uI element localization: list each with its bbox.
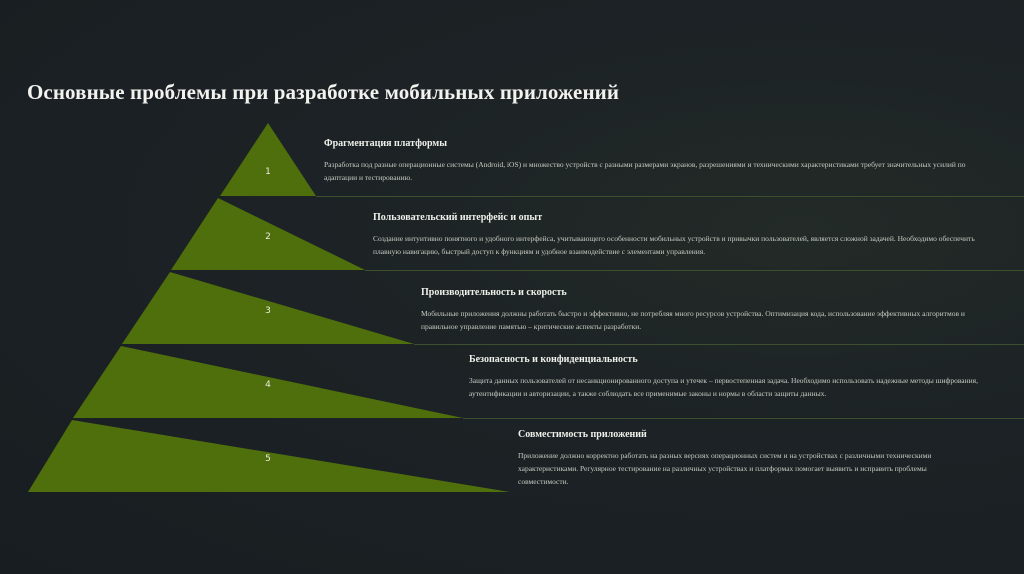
divider-2 [365, 270, 1024, 271]
divider-3 [414, 344, 1024, 345]
divider-1 [316, 196, 1024, 197]
tier-number-4: 4 [265, 380, 271, 390]
level-item-5 [518, 429, 973, 488]
divider-4 [463, 418, 1024, 419]
level-title: Совместимость приложений [518, 429, 647, 440]
level-item-2 [373, 212, 983, 258]
level-description: Создание интуитивно понятного и удобного интерфейса, учитывающего особенности мобильных устройств и привычки пользователей, является сложной задачей. Необходимо обеспечить плавную навигацию, быстрый доступ к функциям и удобное взаимодействие с элементами управления. [373, 234, 975, 256]
level-description: Разработка под разные операционные системы (Android, iOS) и множество устройств с разными размерами экранов, разрешениями и техническими характеристиками требует значительных усилий по адаптации и тестированию. [324, 160, 966, 182]
tier-number-5: 5 [265, 454, 271, 464]
level-title: Фрагментация платформы [324, 138, 448, 149]
level-description: Защита данных пользователей от несанкционированного доступа и утечек – первостепенная задача. Необходимо использовать надежные методы шифрования, аутентификации и авторизации, а также соблюдать все применимые законы и нормы в области защиты данных. [469, 376, 978, 398]
level-title: Производительность и скорость [421, 287, 567, 298]
tier-number-1: 1 [265, 167, 271, 177]
level-title: Безопасность и конфиденциальность [469, 354, 638, 365]
slide-title: Основные проблемы при разработке мобильных приложений [27, 80, 620, 104]
tier-number-2: 2 [265, 232, 271, 242]
level-description: Приложение должно корректно работать на разных версиях операционных систем и на устройствах с различными техническими характеристиками. Регулярное тестирование на различных устройствах и платформах помогает выявить и исправить проблемы совместимости. [518, 451, 932, 486]
pyramid-tier-1 [220, 123, 316, 196]
level-item-4 [469, 354, 981, 400]
level-description: Мобильные приложения должны работать быстро и эффективно, не потребляя много ресурсов устройства. Оптимизация кода, использование эффективных алгоритмов и правильное управление памятью – критические аспекты разработки. [421, 309, 965, 331]
level-item-1 [324, 138, 984, 184]
level-item-3 [421, 287, 981, 333]
level-title: Пользовательский интерфейс и опыт [373, 212, 543, 223]
tier-number-3: 3 [265, 306, 271, 316]
